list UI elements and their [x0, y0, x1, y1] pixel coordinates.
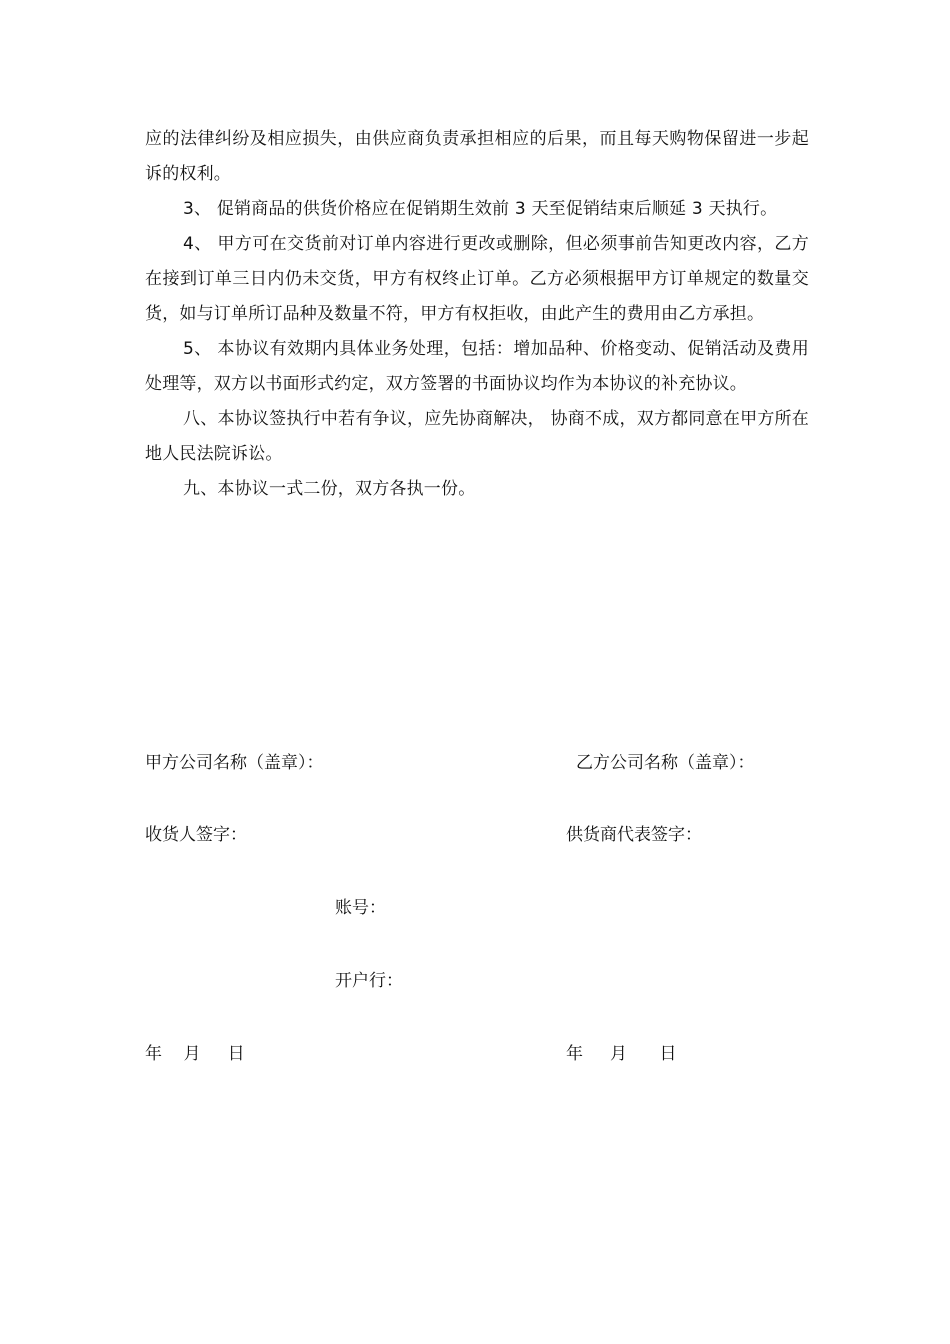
clause-8: 八、本协议签执行中若有争议，应先协商解决， 协商不成，双方都同意在甲方所在地人民法院诉讼。: [145, 409, 809, 464]
clause-continuation: 应的法律纠纷及相应损失，由供应商负责承担相应的后果，而且每天购物保留进一步起诉的权利。: [145, 129, 809, 184]
account-number-label: 账号：: [335, 898, 386, 918]
clause-4: 4、 甲方可在交货前对订单内容进行更改或删除，但必须事前告知更改内容，乙方在接到订单三日内仍未交货，甲方有权终止订单。乙方必须根据甲方订单规定的数量交货，如与订单所订品种及数量不符，甲方有权拒收，由此产生的费用由乙方承担。: [145, 234, 809, 324]
receiver-signature-label: 收货人签字：: [145, 825, 247, 845]
supplier-rep-signature-label: 供货商代表签字：: [566, 825, 702, 845]
contract-body: [145, 122, 809, 507]
clause-9: 九、本协议一式二份，双方各执一份。: [183, 479, 476, 499]
party-b-company-label: 乙方公司名称（盖章）：: [576, 753, 755, 773]
date-party-b: 年 月 日: [566, 1044, 677, 1064]
bank-label: 开户行：: [335, 971, 403, 991]
party-a-company-label: 甲方公司名称（盖章）：: [145, 753, 324, 773]
clause-3: 3、 促销商品的供货价格应在促销期生效前 3 天至促销结束后顺延 3 天执行。: [183, 199, 778, 219]
date-party-a: 年 月 日: [145, 1044, 245, 1064]
clause-5: 5、 本协议有效期内具体业务处理，包括：增加品种、价格变动、促销活动及费用处理等，双方以书面形式约定，双方签署的书面协议均作为本协议的补充协议。: [145, 339, 809, 394]
